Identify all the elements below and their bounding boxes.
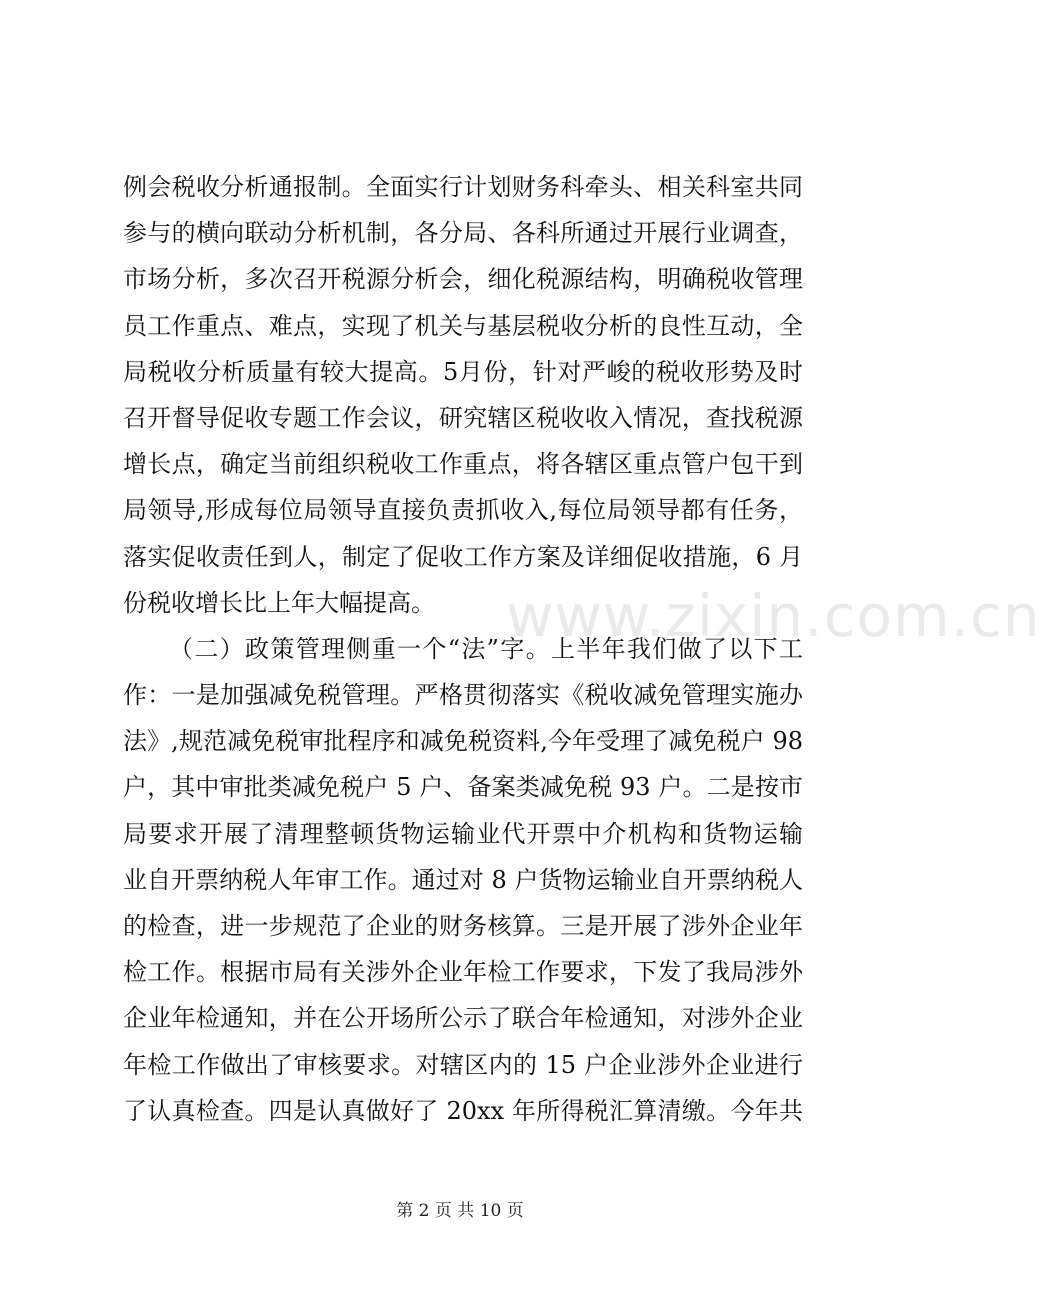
text-line: 参与的横向联动分析机制，各分局、各科所通过开展行业调查， bbox=[123, 219, 803, 248]
text-line: 市场分析，多次召开税源分析会，细化税源结构，明确税收管理 bbox=[123, 265, 803, 294]
watermark: www.zixin.com.cn bbox=[506, 582, 1041, 650]
text-line: 例会税收分析通报制。全面实行计划财务科牵头、相关科室共同 bbox=[123, 173, 803, 201]
text-line: 检工作。根据市局有关涉外企业年检工作要求，下发了我局涉外 bbox=[123, 958, 803, 987]
text-line: 份税收增长比上年大幅提高。 bbox=[123, 588, 435, 617]
text-line: 增长点，确定当前组织税收工作重点，将各辖区重点管户包干到 bbox=[123, 450, 803, 479]
paragraph-1 bbox=[123, 164, 803, 626]
paragraph-2 bbox=[123, 626, 803, 1134]
text-line: 员工作重点、难点，实现了机关与基层税收分析的良性互动，全 bbox=[123, 311, 803, 340]
text-line: 作：一是加强减免税管理。严格贯彻落实《税收减免管理实施办 bbox=[123, 681, 803, 710]
document-body bbox=[123, 164, 803, 1134]
text-line: 年检工作做出了审核要求。对辖区内的 15 户企业涉外企业进行 bbox=[123, 1050, 803, 1079]
text-line: 局税收分析质量有较大提高。5月份，针对严峻的税收形势及时 bbox=[123, 357, 803, 386]
text-line: 局领导,形成每位局领导直接负责抓收入,每位局领导都有任务， bbox=[123, 496, 803, 525]
text-line: 法》,规范减免税审批程序和减免税资料,今年受理了减免税户 98 bbox=[123, 727, 803, 756]
text-line: 户，其中审批类减免税户 5 户、备案类减免税 93 户。二是按市 bbox=[123, 773, 803, 802]
text-line: 企业年检通知，并在公开场所公示了联合年检通知，对涉外企业 bbox=[123, 1004, 803, 1033]
text-line: 召开督导促收专题工作会议，研究辖区税收收入情况，查找税源 bbox=[123, 403, 803, 432]
text-line: 局要求开展了清理整顿货物运输业代开票中介机构和货物运输 bbox=[123, 819, 803, 848]
text-line: 的检查，进一步规范了企业的财务核算。三是开展了涉外企业年 bbox=[123, 912, 803, 940]
text-line: （二）政策管理侧重一个“法”字。上半年我们做了以下工 bbox=[169, 634, 803, 663]
text-line: 了认真检查。四是认真做好了 20xx 年所得税汇算清缴。今年共 bbox=[123, 1096, 803, 1125]
text-line: 落实促收责任到人，制定了促收工作方案及详细促收措施，6 月 bbox=[123, 542, 803, 571]
text-line: 业自开票纳税人年审工作。通过对 8 户货物运输业自开票纳税人 bbox=[123, 865, 803, 894]
page-footer: 第 2 页 共 10 页 bbox=[396, 1201, 524, 1221]
